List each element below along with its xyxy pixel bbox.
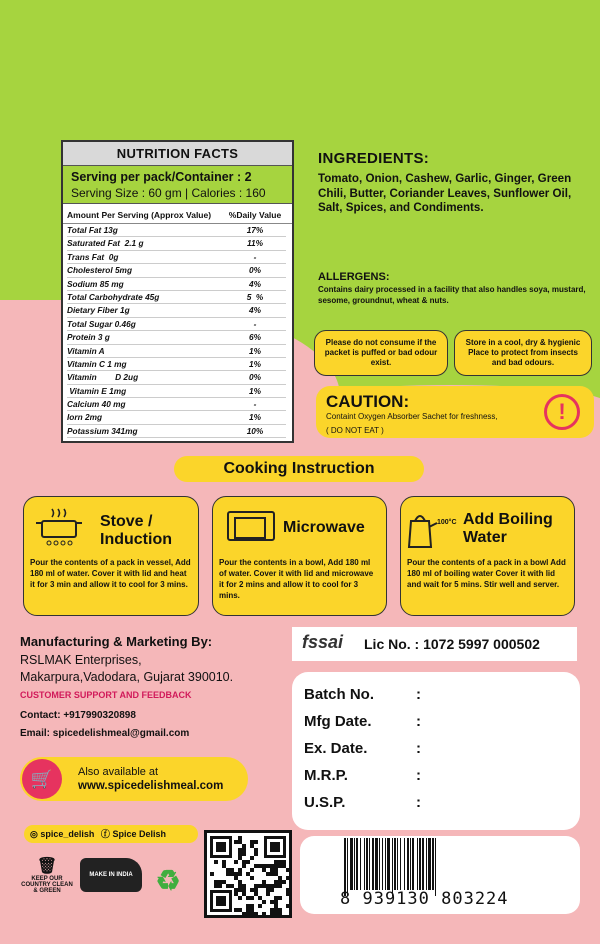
nutrition-row <box>67 425 286 438</box>
nutrition-row <box>67 331 286 344</box>
manufacturer-name: RSLMAK Enterprises, <box>20 653 142 667</box>
qr-module <box>278 884 282 888</box>
nutrition-row <box>67 318 286 331</box>
microwave-icon <box>227 511 275 541</box>
temperature-badge: 100°C <box>437 519 457 526</box>
nutrient-value: 4% <box>249 278 261 289</box>
instagram-icon: ◎ <box>30 829 38 839</box>
social-handles <box>24 825 198 843</box>
nutrition-row <box>67 371 286 384</box>
caution-title: CAUTION: <box>326 392 410 411</box>
stove-text: Pour the contents of a pack in vessel, Add 180 ml of water. Cover it with lid and heat it for 3 min and allow it to cool for 3 mins. <box>30 558 191 589</box>
qr-module <box>250 868 254 872</box>
boiling-title: Add Boiling Water <box>463 511 553 546</box>
nutrition-row <box>67 411 286 424</box>
pot-icon <box>34 507 84 547</box>
nutrient-value: - <box>253 251 257 262</box>
qr-module <box>262 900 266 904</box>
nutrient-value: 1% <box>249 385 261 396</box>
qr-module <box>238 872 242 876</box>
nutrient-value: - <box>253 318 257 329</box>
qr-module <box>246 860 250 864</box>
nutrition-row <box>67 264 286 277</box>
qr-module <box>216 842 226 852</box>
nutrient-label: Total Sugar 0.46g <box>67 318 136 329</box>
barcode-bars <box>344 838 524 890</box>
allergens-title: ALLERGENS: <box>318 271 390 283</box>
license-number: Lic No. : 1072 5997 000502 <box>364 636 540 652</box>
serving-info <box>63 166 292 204</box>
kettle-icon <box>405 507 439 551</box>
customer-support-label: CUSTOMER SUPPORT AND FEEDBACK <box>20 690 192 700</box>
qr-module <box>250 856 254 860</box>
qr-module <box>278 912 282 916</box>
nutrient-label: Calcium 40 mg <box>67 399 126 410</box>
nutrient-label: Iorn 2mg <box>67 412 103 423</box>
nutrient-label: Dietary Fiber 1g <box>67 305 130 316</box>
batch-colon: : <box>416 767 421 784</box>
batch-label: Ex. Date. <box>304 740 368 757</box>
qr-module <box>286 904 290 908</box>
qr-module <box>258 904 262 908</box>
qr-module <box>286 892 290 896</box>
keep-clean-text: KEEP OUR COUNTRY CLEAN & GREEN <box>21 876 73 894</box>
boiling-text: Pour the contents of a pack in a bowl Add 180 ml of boiling water Cover it with lid and wait for 5 mins. Stir well and server. <box>407 558 566 589</box>
caution-box <box>316 386 594 438</box>
facebook-icon: ⓕ <box>100 829 110 839</box>
batch-colon: : <box>416 794 421 811</box>
nutrient-label: Vitamin A <box>67 345 105 356</box>
nutrition-row <box>67 237 286 250</box>
cooking-title: Cooking Instruction <box>174 456 424 482</box>
barcode-number: 8 939130 803224 <box>340 889 509 909</box>
qr-module <box>218 884 222 888</box>
batch-label: Batch No. <box>304 686 375 703</box>
qr-module <box>278 896 282 900</box>
available-text: Also available at <box>78 766 159 778</box>
caution-text: Containt Oxygen Absorber Sachet for freshness, <box>326 412 498 421</box>
nutrient-value: 17% <box>246 225 264 235</box>
make-in-india-logo: MAKE IN INDIA <box>80 858 142 892</box>
stove-title: Stove / Induction <box>100 513 172 548</box>
nutrition-header <box>63 204 292 224</box>
cart-icon: 🛒 <box>22 759 62 799</box>
instagram-handle: spice_delish <box>40 829 95 839</box>
qr-module <box>254 840 258 844</box>
qr-module <box>262 912 266 916</box>
nutrient-value: 10% <box>246 425 264 436</box>
qr-module <box>242 864 246 868</box>
manufacturer-address: Makarpura,Vadodara, Gujarat 390010. <box>20 670 234 684</box>
nutrient-value: 1% <box>249 345 261 356</box>
batch-label: Mfg Date. <box>304 713 372 730</box>
website-link[interactable]: www.spicedelishmeal.com <box>78 780 224 792</box>
nutrient-value: - <box>253 399 257 410</box>
contact-email: Email: spicedelishmeal@gmail.com <box>20 728 190 739</box>
batch-colon: : <box>416 713 421 730</box>
nutrition-rows <box>63 224 292 438</box>
facebook-handle: Spice Delish <box>112 829 166 839</box>
nutrient-value: 0% <box>249 372 261 383</box>
nutrient-label: Sodium 85 mg <box>67 278 124 289</box>
nutrition-row <box>67 358 286 371</box>
barcode-bar <box>436 838 438 896</box>
nutrition-row <box>67 345 286 358</box>
cooking-card-stove <box>23 496 199 616</box>
qr-module <box>210 872 214 876</box>
nutrition-facts-panel <box>61 140 294 443</box>
qr-module <box>242 852 246 856</box>
nutrient-label: Vitamin C 1 mg <box>67 358 127 369</box>
nutrient-value: 5 % <box>246 291 264 302</box>
nutrition-row <box>67 278 286 291</box>
qr-module <box>254 912 258 916</box>
nutrient-value: 1% <box>249 358 261 369</box>
nutrient-value: 4% <box>249 305 261 316</box>
qr-module <box>286 868 290 872</box>
contact-phone: Contact: +917990320898 <box>20 710 136 721</box>
qr-module <box>266 892 270 896</box>
nutrient-label: Total Carbohydrate 45g <box>67 291 160 302</box>
batch-info-box <box>292 672 580 830</box>
dustbin-icon: 🗑 <box>36 858 58 875</box>
batch-label: U.S.P. <box>304 794 346 811</box>
nutrition-row <box>67 224 286 237</box>
ingredients-title: INGREDIENTS: <box>318 150 430 167</box>
fssai-license-box <box>292 627 577 661</box>
nutrition-header-left: Amount Per Serving (Approx Value) <box>67 210 212 220</box>
qr-module <box>250 876 254 880</box>
nutrition-row <box>67 291 286 304</box>
nutrition-row <box>67 398 286 411</box>
qr-module <box>270 842 280 852</box>
nutrition-header-right: %Daily Value <box>228 210 282 220</box>
batch-colon: : <box>416 686 421 703</box>
nutrition-row <box>67 304 286 317</box>
serving-size: Serving Size : 60 gm | Calories : 160 <box>71 186 266 200</box>
nutrient-value: 6% <box>249 332 261 343</box>
microwave-text: Pour the contents in a bowl, Add 180 ml of water. Cover it with lid and microwave it for 2 mins and allow it to cool for 3 mins. <box>219 558 374 600</box>
batch-colon: : <box>416 740 421 757</box>
qr-code[interactable] <box>204 830 292 918</box>
nutrition-title: NUTRITION FACTS <box>63 142 292 166</box>
cooking-card-boiling <box>400 496 575 616</box>
warning-puffed: Please do not consume if the packet is puffed or bad odour exist. <box>314 330 448 376</box>
qr-module <box>282 880 286 884</box>
serving-per-pack: Serving per pack/Container : 2 <box>71 170 252 184</box>
nutrition-row <box>67 251 286 264</box>
nutrient-value: 1% <box>249 412 261 423</box>
keep-clean-logo <box>20 858 74 894</box>
nutrient-label: Trans Fat 0g <box>67 251 119 262</box>
recycle-icon: ♻ <box>155 865 181 896</box>
cooking-card-microwave <box>212 496 387 616</box>
manufacturer-title: Manufacturing & Marketing By: <box>20 634 213 649</box>
nutrient-label: Total Fat 13g <box>67 225 118 235</box>
nutrient-label: Potassium 341mg <box>67 425 138 436</box>
qr-module <box>216 896 226 906</box>
microwave-title: Microwave <box>283 519 365 536</box>
nutrient-value: 0% <box>249 265 261 276</box>
allergens-text: Contains dairy processed in a facility that also handles soya, mustard, sesome, groundnut, wheat & nuts. <box>318 285 586 305</box>
batch-label: M.R.P. <box>304 767 348 784</box>
qr-module <box>286 876 290 880</box>
caution-note: ( DO NOT EAT ) <box>326 426 384 435</box>
qr-module <box>214 860 218 864</box>
qr-module <box>250 896 254 900</box>
warning-storage: Store in a cool, dry & hygienic Place to protect from insects and bad odours. <box>454 330 592 376</box>
nutrient-label: Vitamin E 1mg <box>67 385 127 396</box>
nutrient-label: Protein 3 g <box>67 332 110 343</box>
qr-module <box>254 852 258 856</box>
nutrient-label: Cholesterol 5mg <box>67 265 133 276</box>
barcode-box <box>300 836 580 914</box>
qr-module <box>238 896 242 900</box>
qr-module <box>234 860 238 864</box>
qr-module <box>270 888 274 892</box>
ingredients-text: Tomato, Onion, Cashew, Garlic, Ginger, Green Chili, Butter, Coriander Leaves, Sunflower Oil, Salt, Spices, and Condiments. <box>318 172 572 214</box>
nutrient-label: Vitamin D 2ug <box>67 372 139 383</box>
exclamation-icon: ! <box>544 394 580 430</box>
available-banner <box>20 757 248 801</box>
nutrient-label: Saturated Fat 2.1 g <box>67 238 144 249</box>
nutrition-row <box>67 385 286 398</box>
fssai-logo: fssai <box>302 632 344 652</box>
nutrient-value: 11% <box>247 238 263 249</box>
